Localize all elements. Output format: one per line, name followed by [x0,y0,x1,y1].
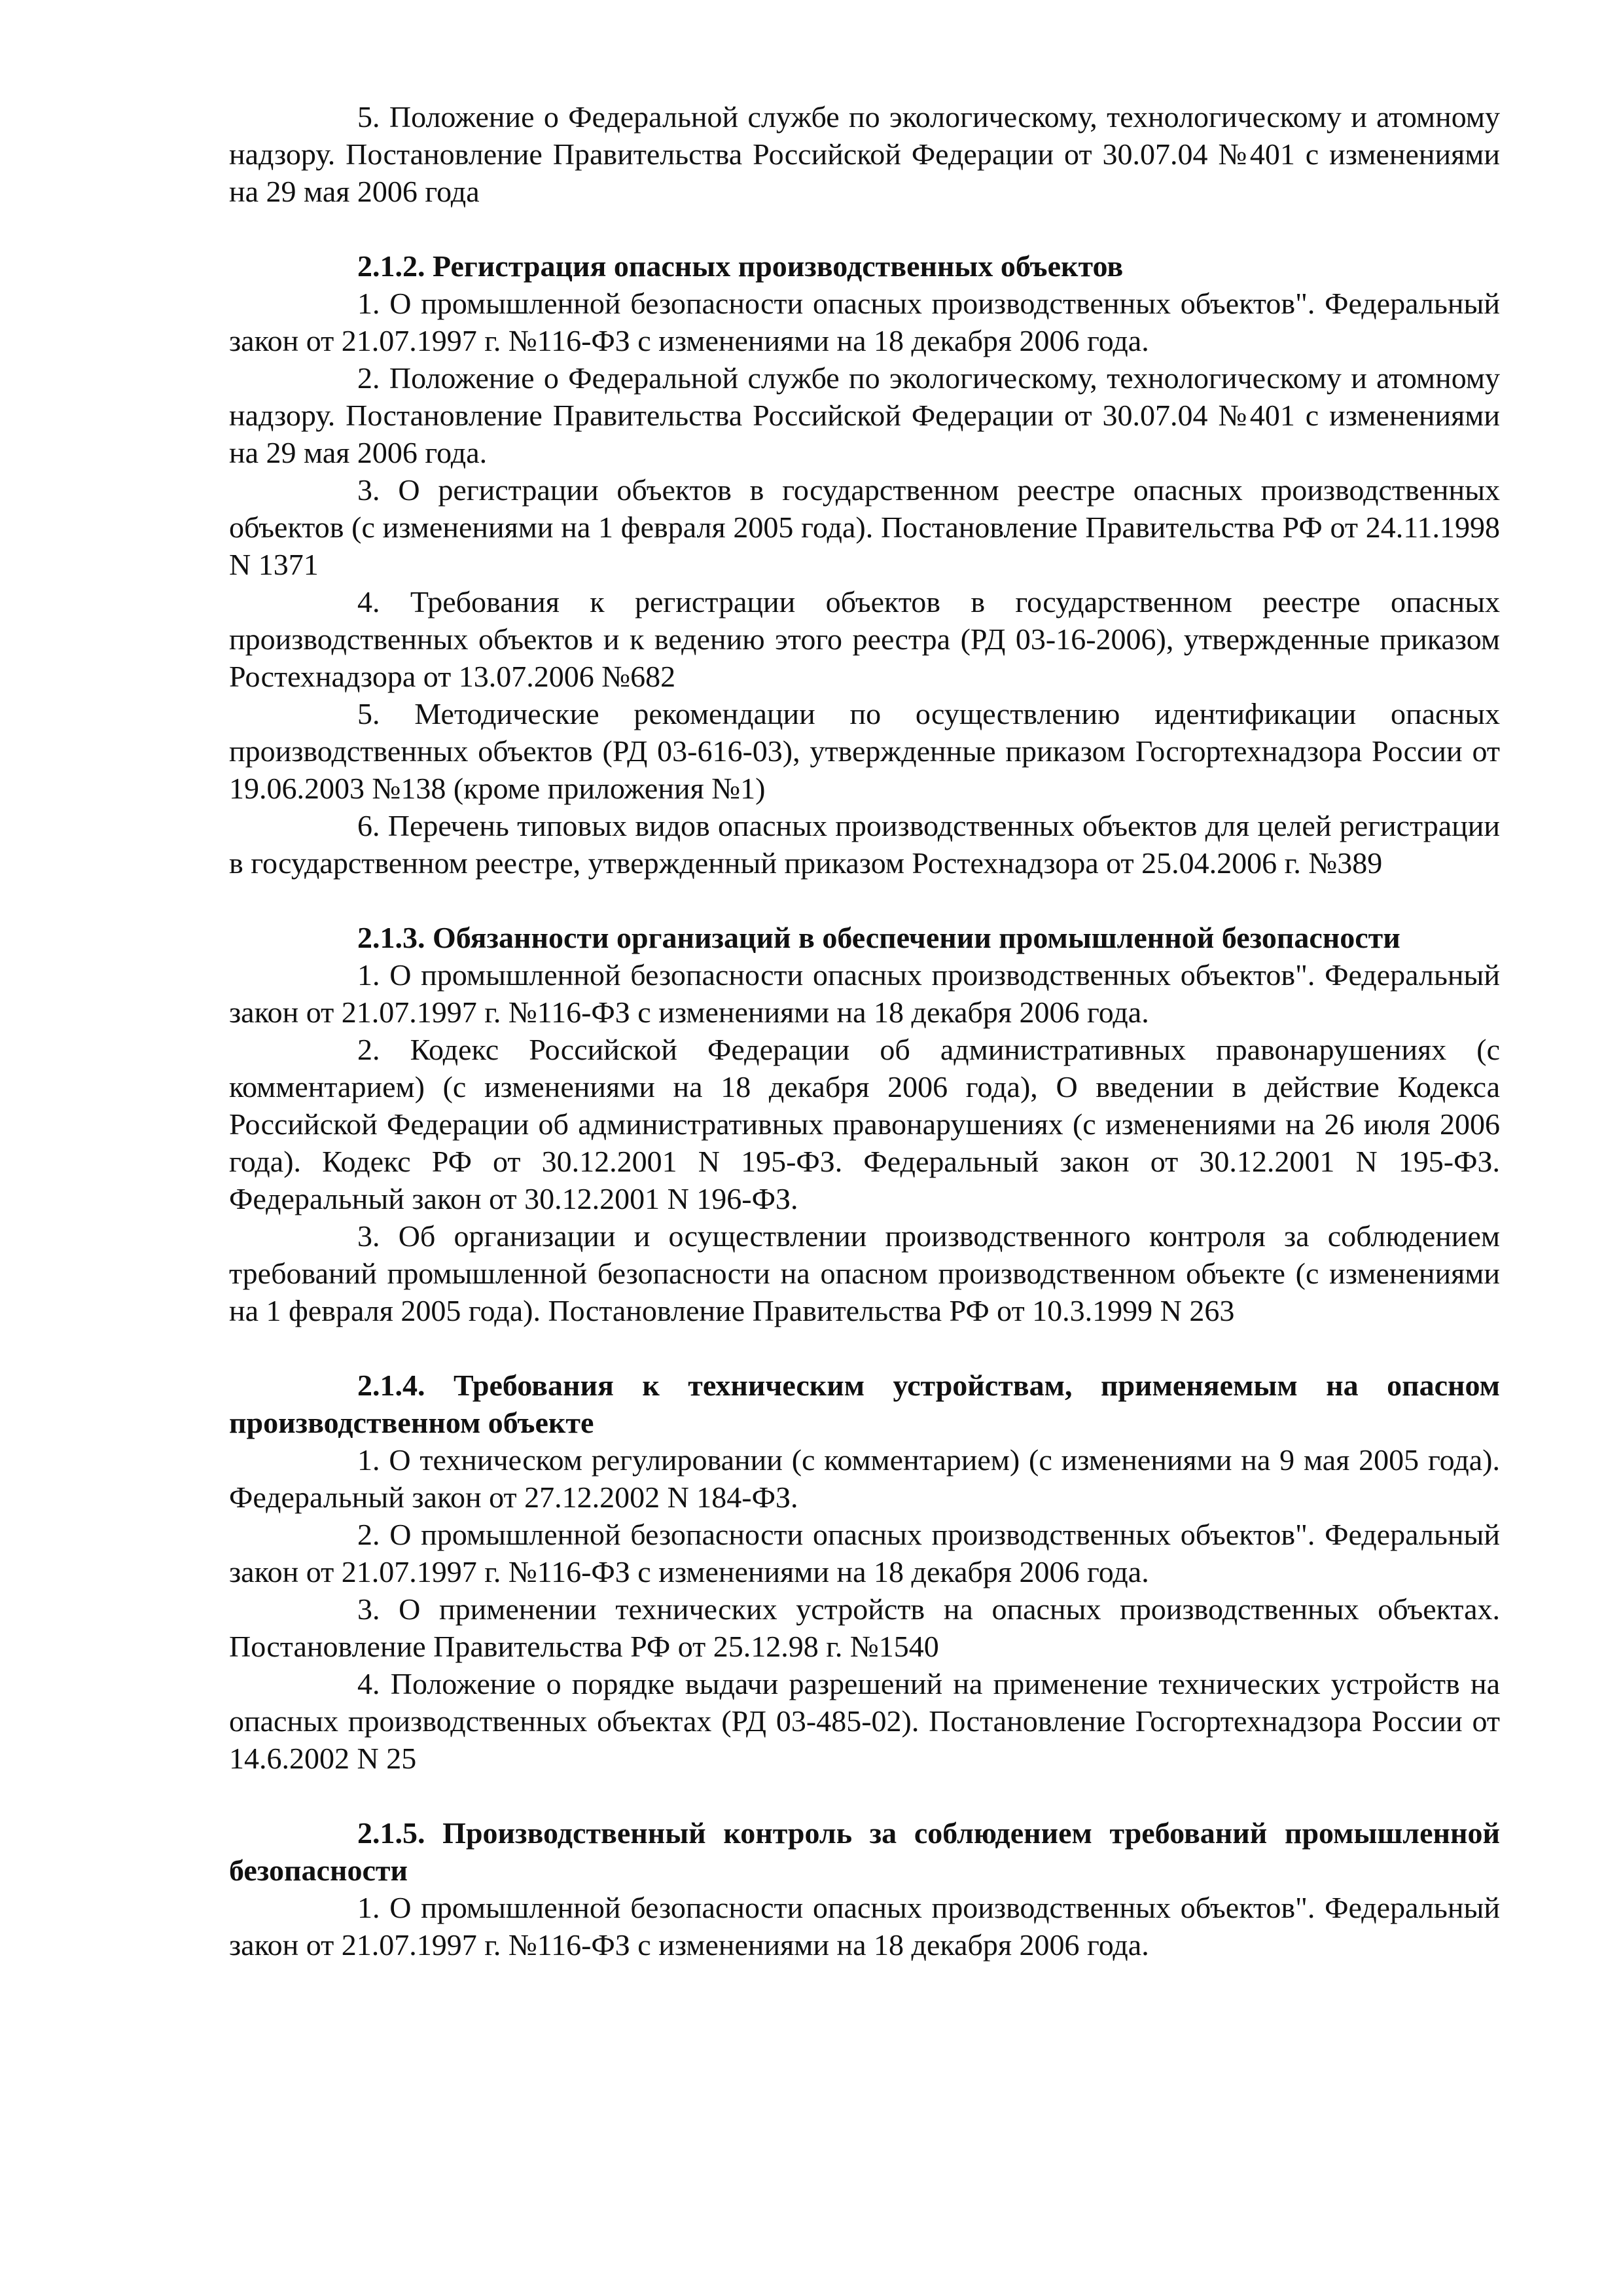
section-heading: 2.1.5. Производственный контроль за соблюдением требований промышленной безопасности [229,1816,1500,1887]
section-heading: 2.1.3. Обязанности организаций в обеспечении промышленной безопасности [357,921,1400,954]
paragraph: 1. О промышленной безопасности опасных производственных объектов". Федеральный закон от 21.07.1997 г. №116-ФЗ с изменениями на 18 декабря 2006 года. [229,958,1500,1029]
paragraph: 2. О промышленной безопасности опасных производственных объектов". Федеральный закон от 21.07.1997 г. №116-ФЗ с изменениями на 18 декабря 2006 года. [229,1518,1500,1588]
section-heading: 2.1.2. Регистрация опасных производственных объектов [357,249,1124,283]
paragraph: 2. Кодекс Российской Федерации об административных правонарушениях (с комментарием) (с изменениями на 18 декабря 2006 года), О введении в действие Кодекса Российской Федерации об административных правонарушениях (с изменениями на 26 июля 2006 года). Кодекс РФ от 30.12.2001 N 195-ФЗ. Федеральный закон от 30.12.2001 N 195-ФЗ. Федеральный закон от 30.12.2001 N 196-ФЗ. [229,1033,1500,1215]
paragraph: 1. О промышленной безопасности опасных производственных объектов". Федеральный закон от 21.07.1997 г. №116-ФЗ с изменениями на 18 декабря 2006 года. [229,287,1500,357]
paragraph: 3. О применении технических устройств на опасных производственных объектах. Постановление Правительства РФ от 25.12.98 г. №1540 [229,1592,1500,1663]
section-2-1-5 [229,1814,1500,1964]
paragraph: 5. Методические рекомендации по осуществлению идентификации опасных производственных объектов (РД 03-616-03), утвержденные приказом Госгортехнадзора России от 19.06.2003 №138 (кроме приложения №1) [229,697,1500,805]
section-2-1-2 [229,247,1500,882]
paragraph: 3. Об организации и осуществлении производственного контроля за соблюдением требований промышленной безопасности на опасном производственном объекте (с изменениями на 1 февраля 2005 года). Постановление Правительства РФ от 10.3.1999 N 263 [229,1219,1500,1327]
section-2-1-3 [229,919,1500,1329]
intro-section [229,98,1500,210]
section-heading: 2.1.4. Требования к техническим устройствам, применяемым на опасном производственном объекте [229,1369,1500,1439]
paragraph: 4. Требования к регистрации объектов в государственном реестре опасных производственных объектов и к ведению этого реестра (РД 03-16-2006), утвержденные приказом Ростехнадзора от 13.07.2006 №682 [229,585,1500,693]
paragraph: 5. Положение о Федеральной службе по экологическому, технологическому и атомному надзору. Постановление Правительства Российской Федерации от 30.07.04 №401 с изменениями на 29 мая 2006 года [229,100,1500,208]
document-page [229,98,1500,1964]
paragraph: 3. О регистрации объектов в государственном реестре опасных производственных объектов (с изменениями на 1 февраля 2005 года). Постановление Правительства РФ от 24.11.1998 N 1371 [229,473,1500,581]
section-2-1-4 [229,1367,1500,1777]
paragraph: 6. Перечень типовых видов опасных производственных объектов для целей регистрации в государственном реестре, утвержденный приказом Ростехнадзора от 25.04.2006 г. №389 [229,809,1500,880]
paragraph: 2. Положение о Федеральной службе по экологическому, технологическому и атомному надзору. Постановление Правительства Российской Федерации от 30.07.04 №401 с изменениями на 29 мая 2006 года. [229,361,1500,469]
paragraph: 1. О промышленной безопасности опасных производственных объектов". Федеральный закон от 21.07.1997 г. №116-ФЗ с изменениями на 18 декабря 2006 года. [229,1891,1500,1962]
paragraph: 1. О техническом регулировании (с комментарием) (с изменениями на 9 мая 2005 года). Федеральный закон от 27.12.2002 N 184-ФЗ. [229,1443,1500,1514]
paragraph: 4. Положение о порядке выдачи разрешений на применение технических устройств на опасных производственных объектах (РД 03-485-02). Постановление Госгортехнадзора России от 14.6.2002 N 25 [229,1667,1500,1775]
